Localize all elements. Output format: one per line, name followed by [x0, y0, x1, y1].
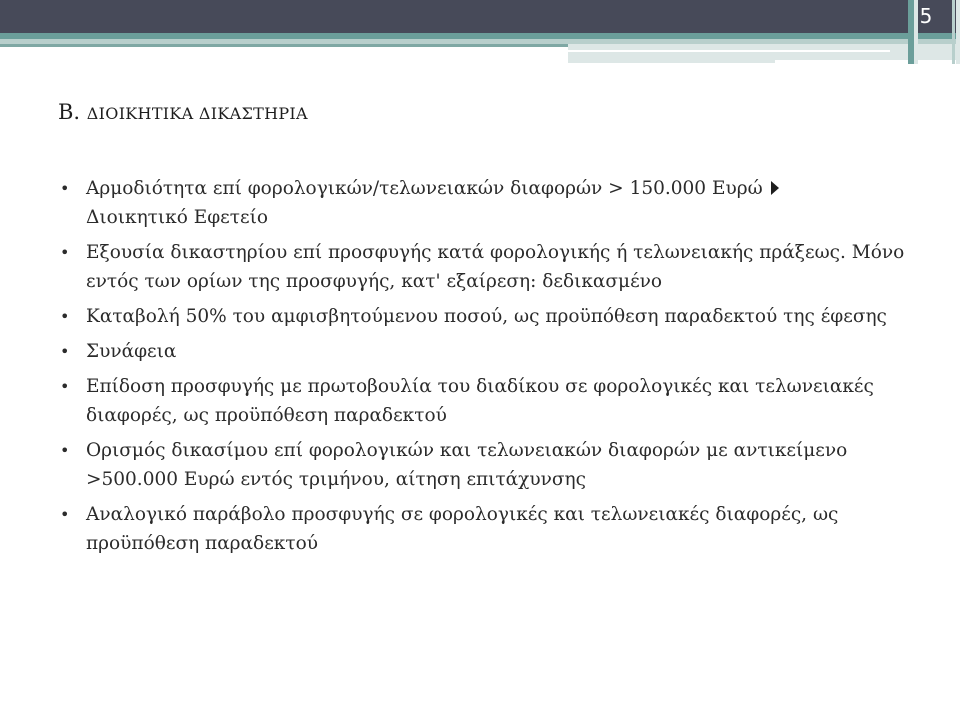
- bullet-dot: •: [60, 342, 70, 361]
- title-text: ΔΙΟΙΚΗΤΙΚΑ ΔΙΚΑΣΤΗΡΙΑ: [86, 104, 308, 123]
- bullet-dot: •: [60, 243, 70, 262]
- bullet-dot: •: [60, 307, 70, 326]
- bullet-text: Συνάφεια: [86, 341, 177, 362]
- accent-stripe: [0, 44, 570, 47]
- slide-title: [58, 100, 308, 124]
- bullet-text: Καταβολή 50% του αμφισβητούμενου ποσού, ως προϋπόθεση παραδεκτού της έφεσης: [86, 306, 887, 327]
- bullet-item: [58, 436, 918, 494]
- bullet-dot: •: [60, 441, 70, 460]
- bullet-dot: •: [60, 377, 70, 396]
- bullet-text: Αναλογικό παράβολο προσφυγής σε φορολογικές και τελωνειακές διαφορές, ως προϋπόθεση παραδεκτού: [86, 504, 839, 554]
- bullet-item: [58, 302, 918, 331]
- bullet-text: Ορισμός δικασίμου επί φορολογικών και τελωνειακών διαφορών με αντικείμενο >500.000 Ευρώ εντός τριμήνου, αίτηση επιτάχυνσης: [86, 440, 848, 490]
- bullet-list: [58, 174, 918, 564]
- slide-number: 5: [919, 4, 933, 28]
- bullet-text: Επίδοση προσφυγής με πρωτοβουλία του διαδίκου σε φορολογικές και τελωνειακές διαφορές, ως προϋπόθεση παραδεκτού: [86, 376, 874, 426]
- title-prefix: Β.: [58, 100, 81, 124]
- bullet-item: [58, 337, 918, 366]
- header-decoration-line: [568, 50, 890, 52]
- bullet-dot: •: [60, 505, 70, 524]
- bullet-dot: •: [60, 179, 70, 198]
- bullet-text: Διοικητικό Εφετείο: [86, 207, 268, 228]
- bullet-item: [58, 238, 918, 296]
- right-arrow-icon: [771, 181, 779, 195]
- bullet-text: Εξουσία δικαστηρίου επί προσφυγής κατά φορολογικής ή τελωνειακής πράξεως. Μόνο εντός των ορίων της προσφυγής, κατ' εξαίρεση: δεδικασμένο: [86, 242, 905, 292]
- bullet-item: [58, 372, 918, 430]
- bullet-text: Αρμοδιότητα επί φορολογικών/τελωνειακών διαφορών > 150.000 Ευρώ: [86, 178, 763, 199]
- bullet-item: [58, 174, 918, 232]
- header-bar: [0, 0, 960, 33]
- bullet-item: [58, 500, 918, 558]
